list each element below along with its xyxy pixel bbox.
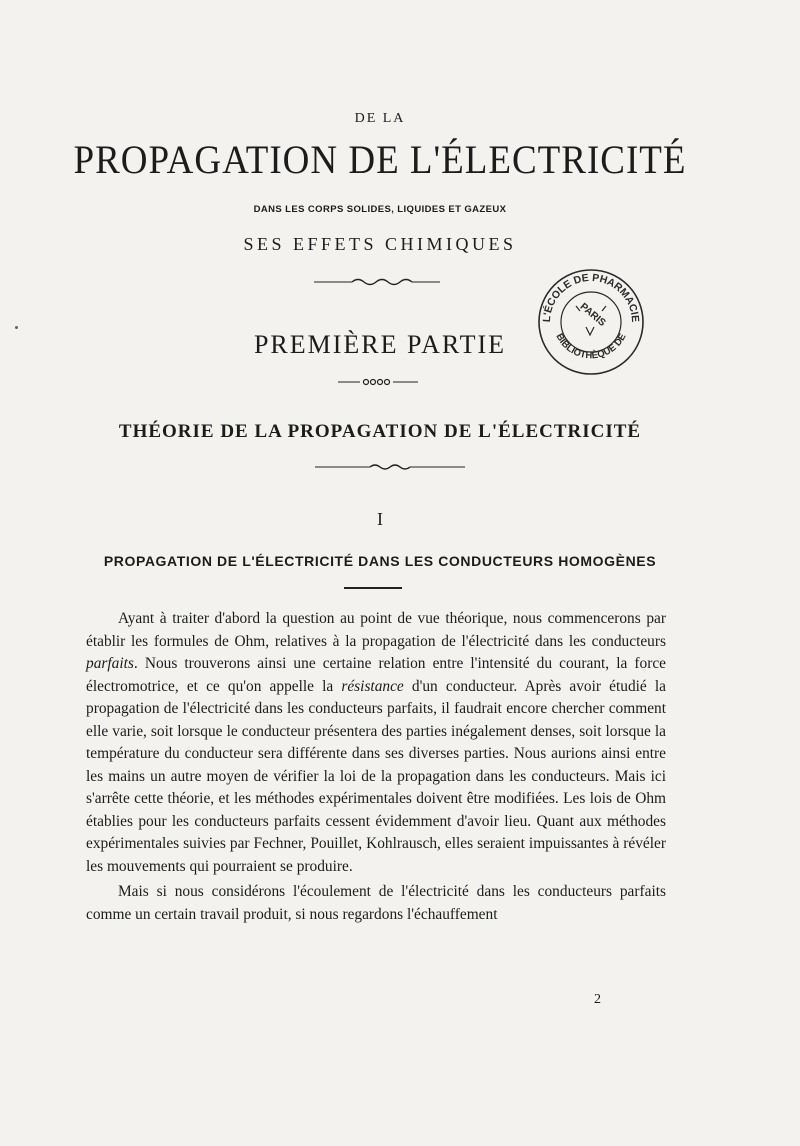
effects-title: SES EFFETS CHIMIQUES [243, 234, 517, 254]
ornament-divider [338, 377, 418, 387]
body-text [86, 608, 666, 926]
svg-text:PARIS: PARIS [577, 301, 608, 329]
page-number: 2 [594, 992, 601, 1007]
paragraph-text: Ayant à traiter d'abord la question au point de vue théorique, nous commencerons par établir les formules de Ohm, relatives à la propagation de l'électricité dans les conducteurs [86, 610, 666, 650]
paragraph-text: d'un conducteur. Après avoir étudié la propagation de l'électricité dans les conducteurs parfaits, il faudrait encore chercher comment elle varie, soit lorsque le conducteur présentera des parties inégalement denses, soit lorsque la température du conducteur sera différente dans ses diverses parties. Nous aurions ainsi entre les mains un autre moyen de vérifier la loi de la propagation dans les conducteurs. Mais ici s'arrête cette théorie, et les méthodes expérimentales doivent être modifiées. Les lois de Ohm établies pour les conducteurs parfaits cessent évidemment d'avoir lieu. Quant aux méthodes expérimentales suivies par Fechner, Pouillet, Kohlrausch, elles seraient impuissantes à révéler les mouvements qui pourraient se produire. [86, 677, 666, 875]
ornament-divider [314, 276, 440, 288]
margin-mark [15, 326, 18, 329]
emphasis-text: parfaits [86, 655, 134, 672]
pre-title: DE LA [354, 111, 406, 126]
subtitle: DANS LES CORPS SOLIDES, LIQUIDES ET GAZEUX [253, 204, 507, 215]
svg-text:BIBLIOTHÈQUE DE: BIBLIOTHÈQUE DE [553, 331, 629, 362]
main-title: PROPAGATION DE L'ÉLECTRICITÉ [73, 138, 687, 183]
section-number: I [377, 509, 383, 529]
section-title: PROPAGATION DE L'ÉLECTRICITÉ DANS LES CONDUCTEURS HOMOGÈNES [103, 553, 657, 569]
section-rule [344, 587, 402, 589]
paragraph-text: . Nous trouverons ainsi une certaine relation entre l'intensité du courant, la force électromotrice, et ce qu'on appelle la [86, 655, 666, 695]
ornament-divider [315, 462, 465, 472]
paragraph [86, 608, 666, 878]
emphasis-text: résistance [341, 677, 404, 695]
svg-text:L'ÉCOLE DE PHARMACIE: L'ÉCOLE DE PHARMACIE [540, 271, 642, 323]
paragraph: Mais si nous considérons l'écoulement de l'électricité dans les conducteurs parfaits comme un certain travail produit, si nous regardons l'échauffement [86, 883, 666, 923]
part-title: PREMIÈRE PARTIE [253, 330, 507, 359]
theory-title: THÉORIE DE LA PROPAGATION DE L'ÉLECTRICITÉ [118, 421, 642, 442]
library-stamp [536, 267, 646, 377]
